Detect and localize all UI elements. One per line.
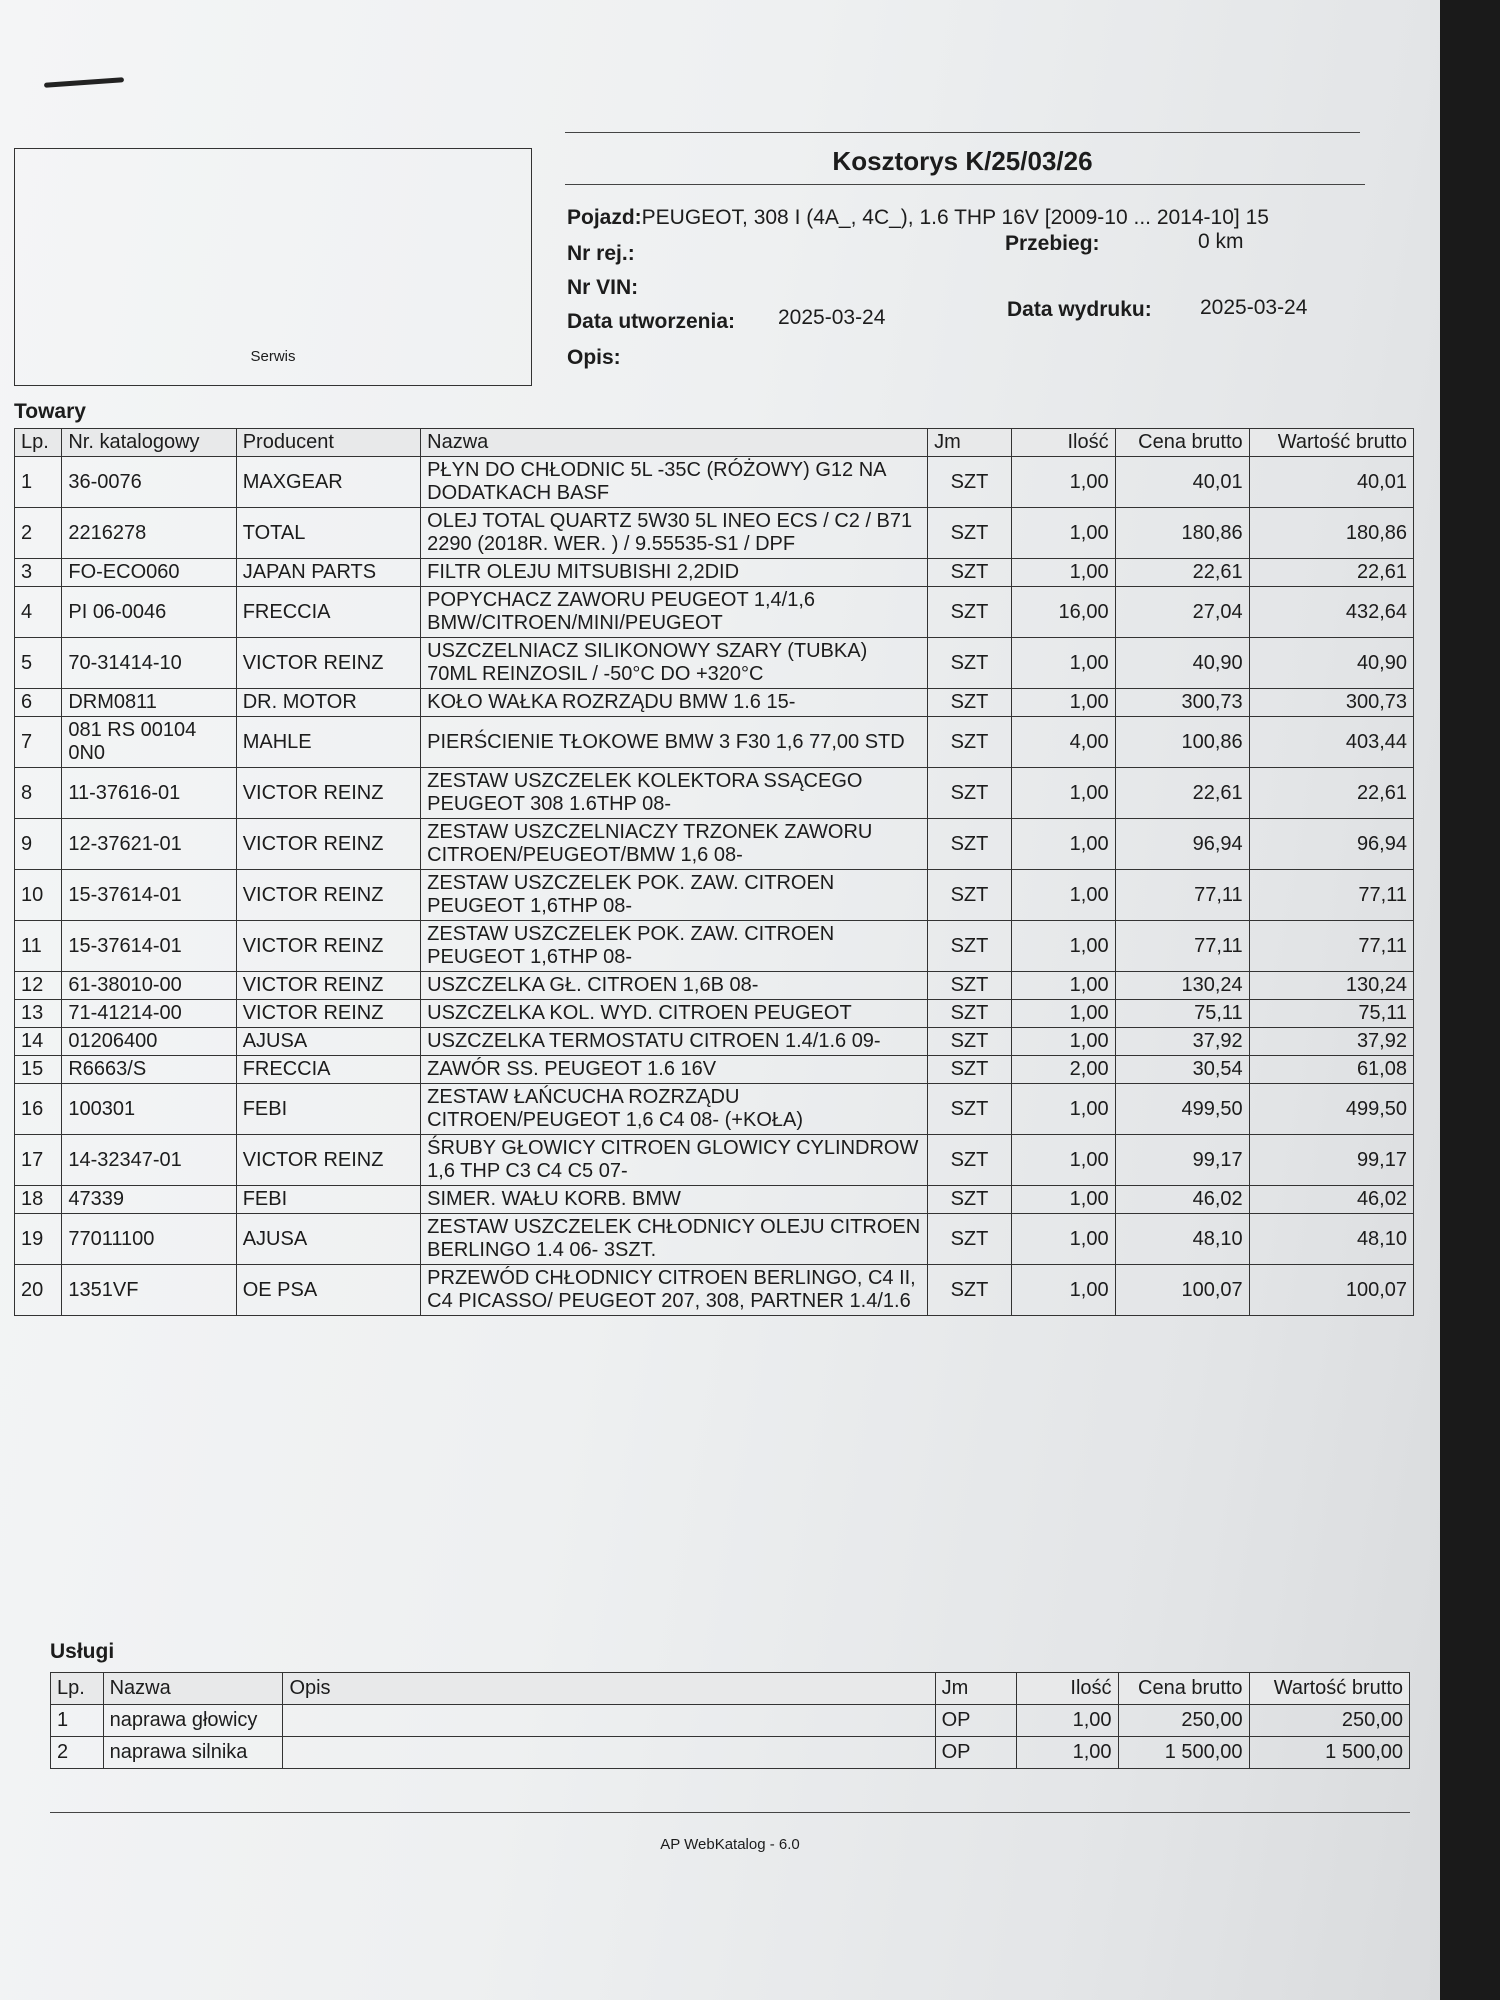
services-header-row — [51, 1673, 1410, 1705]
svc-row-quantity: 1,00 — [1017, 1705, 1118, 1737]
row-unit: SZT — [928, 1214, 1012, 1265]
row-price: 27,04 — [1115, 587, 1249, 638]
row-price: 48,10 — [1115, 1214, 1249, 1265]
svc-row-name: naprawa silnika — [103, 1737, 283, 1769]
row-catalog-number: 77011100 — [62, 1214, 236, 1265]
svc-col-price: Cena brutto — [1118, 1673, 1249, 1705]
row-unit: SZT — [928, 587, 1012, 638]
row-name: PŁYN DO CHŁODNIC 5L -35C (RÓŻOWY) G12 NA DODATKACH BASF — [421, 457, 928, 508]
row-unit: SZT — [928, 870, 1012, 921]
row-name: ZESTAW USZCZELNIACZY TRZONEK ZAWORU CITROEN/PEUGEOT/BMW 1,6 08- — [421, 819, 928, 870]
row-total: 96,94 — [1249, 819, 1413, 870]
row-producer: AJUSA — [236, 1214, 420, 1265]
row-total: 37,92 — [1249, 1028, 1413, 1056]
row-total: 40,90 — [1249, 638, 1413, 689]
goods-row — [15, 1084, 1414, 1135]
col-quantity: Ilość — [1011, 429, 1115, 457]
row-lp: 2 — [15, 508, 62, 559]
goods-row — [15, 1056, 1414, 1084]
row-quantity: 1,00 — [1011, 559, 1115, 587]
row-lp: 17 — [15, 1135, 62, 1186]
row-producer: VICTOR REINZ — [236, 638, 420, 689]
goods-row — [15, 1214, 1414, 1265]
svc-row-unit: OP — [935, 1737, 1017, 1769]
goods-header-row — [15, 429, 1414, 457]
row-producer: VICTOR REINZ — [236, 870, 420, 921]
row-price: 75,11 — [1115, 1000, 1249, 1028]
row-unit: SZT — [928, 689, 1012, 717]
row-lp: 5 — [15, 638, 62, 689]
row-price: 22,61 — [1115, 768, 1249, 819]
row-quantity: 1,00 — [1011, 1214, 1115, 1265]
row-unit: SZT — [928, 1084, 1012, 1135]
row-unit: SZT — [928, 1056, 1012, 1084]
row-producer: FEBI — [236, 1084, 420, 1135]
mileage-value: 0 km — [1198, 230, 1244, 253]
row-quantity: 4,00 — [1011, 717, 1115, 768]
row-producer: MAHLE — [236, 717, 420, 768]
row-name: POPYCHACZ ZAWORU PEUGEOT 1,4/1,6 BMW/CITROEN/MINI/PEUGEOT — [421, 587, 928, 638]
row-name: PIERŚCIENIE TŁOKOWE BMW 3 F30 1,6 77,00 STD — [421, 717, 928, 768]
goods-row — [15, 921, 1414, 972]
svc-row-quantity: 1,00 — [1017, 1737, 1118, 1769]
row-producer: FRECCIA — [236, 587, 420, 638]
print-date-value: 2025-03-24 — [1200, 296, 1308, 319]
row-producer: VICTOR REINZ — [236, 972, 420, 1000]
row-producer: MAXGEAR — [236, 457, 420, 508]
row-name: ZESTAW USZCZELEK CHŁODNICY OLEJU CITROEN BERLINGO 1.4 06- 3SZT. — [421, 1214, 928, 1265]
row-unit: SZT — [928, 972, 1012, 1000]
row-producer: AJUSA — [236, 1028, 420, 1056]
document-title: Kosztorys K/25/03/26 — [832, 146, 1093, 176]
services-section-title: Usługi — [50, 1640, 115, 1663]
svc-row-description — [283, 1705, 935, 1737]
vehicle-value: PEUGEOT, 308 I (4A_, 4C_), 1.6 THP 16V [2009-10 ... 2014-10] 15 — [641, 206, 1269, 229]
service-row — [51, 1737, 1410, 1769]
goods-row — [15, 559, 1414, 587]
goods-row — [15, 1135, 1414, 1186]
row-lp: 8 — [15, 768, 62, 819]
goods-row — [15, 717, 1414, 768]
row-catalog-number: 70-31414-10 — [62, 638, 236, 689]
row-total: 46,02 — [1249, 1186, 1413, 1214]
row-quantity: 1,00 — [1011, 1028, 1115, 1056]
row-producer: TOTAL — [236, 508, 420, 559]
svc-row-unit: OP — [935, 1705, 1017, 1737]
row-price: 96,94 — [1115, 819, 1249, 870]
row-catalog-number: FO-ECO060 — [62, 559, 236, 587]
row-lp: 7 — [15, 717, 62, 768]
footer-text: AP WebKatalog - 6.0 — [660, 1836, 800, 1853]
row-total: 22,61 — [1249, 559, 1413, 587]
row-quantity: 1,00 — [1011, 921, 1115, 972]
row-price: 300,73 — [1115, 689, 1249, 717]
row-producer: VICTOR REINZ — [236, 921, 420, 972]
row-producer: OE PSA — [236, 1265, 420, 1316]
svc-row-name: naprawa głowicy — [103, 1705, 283, 1737]
row-unit: SZT — [928, 559, 1012, 587]
row-unit: SZT — [928, 1186, 1012, 1214]
goods-row — [15, 457, 1414, 508]
row-total: 77,11 — [1249, 921, 1413, 972]
row-catalog-number: 11-37616-01 — [62, 768, 236, 819]
row-catalog-number: 14-32347-01 — [62, 1135, 236, 1186]
row-unit: SZT — [928, 717, 1012, 768]
row-catalog-number: 15-37614-01 — [62, 921, 236, 972]
row-quantity: 1,00 — [1011, 1000, 1115, 1028]
row-producer: JAPAN PARTS — [236, 559, 420, 587]
svc-row-total: 1 500,00 — [1249, 1737, 1409, 1769]
created-date-label: Data utworzenia: — [567, 310, 736, 333]
row-total: 22,61 — [1249, 768, 1413, 819]
row-name: ZESTAW USZCZELEK POK. ZAW. CITROEN PEUGEOT 1,6THP 08- — [421, 870, 928, 921]
row-unit: SZT — [928, 1000, 1012, 1028]
row-quantity: 1,00 — [1011, 870, 1115, 921]
row-total: 48,10 — [1249, 1214, 1413, 1265]
row-name: ZESTAW USZCZELEK POK. ZAW. CITROEN PEUGEOT 1,6THP 08- — [421, 921, 928, 972]
svc-col-name: Nazwa — [103, 1673, 283, 1705]
registration-label: Nr rej.: — [567, 242, 635, 265]
print-date-label: Data wydruku: — [1007, 298, 1152, 321]
goods-row — [15, 587, 1414, 638]
goods-row — [15, 819, 1414, 870]
row-lp: 4 — [15, 587, 62, 638]
vehicle-line — [567, 206, 1269, 230]
row-catalog-number: 081 RS 00104 0N0 — [62, 717, 236, 768]
row-quantity: 1,00 — [1011, 1084, 1115, 1135]
row-quantity: 2,00 — [1011, 1056, 1115, 1084]
row-lp: 16 — [15, 1084, 62, 1135]
row-lp: 13 — [15, 1000, 62, 1028]
row-catalog-number: R6663/S — [62, 1056, 236, 1084]
row-catalog-number: 2216278 — [62, 508, 236, 559]
row-lp: 6 — [15, 689, 62, 717]
svc-col-lp: Lp. — [51, 1673, 104, 1705]
row-name: KOŁO WAŁKA ROZRZĄDU BMW 1.6 15- — [421, 689, 928, 717]
row-price: 40,90 — [1115, 638, 1249, 689]
row-name: SIMER. WAŁU KORB. BMW — [421, 1186, 928, 1214]
row-price: 100,07 — [1115, 1265, 1249, 1316]
goods-row — [15, 768, 1414, 819]
row-unit: SZT — [928, 638, 1012, 689]
row-total: 300,73 — [1249, 689, 1413, 717]
row-unit: SZT — [928, 508, 1012, 559]
service-row — [51, 1705, 1410, 1737]
row-name: ZESTAW ŁAŃCUCHA ROZRZĄDU CITROEN/PEUGEOT 1,6 C4 08- (+KOŁA) — [421, 1084, 928, 1135]
row-producer: FEBI — [236, 1186, 420, 1214]
goods-row — [15, 1265, 1414, 1316]
row-price: 130,24 — [1115, 972, 1249, 1000]
row-total: 130,24 — [1249, 972, 1413, 1000]
row-total: 75,11 — [1249, 1000, 1413, 1028]
svc-row-lp: 2 — [51, 1737, 104, 1769]
vin-label: Nr VIN: — [567, 276, 639, 299]
row-name: USZCZELKA GŁ. CITROEN 1,6B 08- — [421, 972, 928, 1000]
row-producer: VICTOR REINZ — [236, 768, 420, 819]
row-catalog-number: 12-37621-01 — [62, 819, 236, 870]
row-quantity: 1,00 — [1011, 972, 1115, 1000]
goods-section-title: Towary — [14, 400, 86, 423]
goods-row — [15, 1028, 1414, 1056]
row-catalog-number: DRM0811 — [62, 689, 236, 717]
row-quantity: 1,00 — [1011, 1265, 1115, 1316]
row-unit: SZT — [928, 819, 1012, 870]
row-name: OLEJ TOTAL QUARTZ 5W30 5L INEO ECS / C2 / B71 2290 (2018R. WER. ) / 9.55535-S1 / DPF — [421, 508, 928, 559]
title-top-rule — [565, 132, 1360, 133]
row-unit: SZT — [928, 457, 1012, 508]
title-bottom-rule — [565, 184, 1365, 185]
row-price: 22,61 — [1115, 559, 1249, 587]
svc-col-total: Wartość brutto — [1249, 1673, 1409, 1705]
svc-row-description — [283, 1737, 935, 1769]
vehicle-label: Pojazd: — [567, 206, 642, 229]
row-total: 499,50 — [1249, 1084, 1413, 1135]
row-lp: 18 — [15, 1186, 62, 1214]
row-catalog-number: 01206400 — [62, 1028, 236, 1056]
row-catalog-number: 100301 — [62, 1084, 236, 1135]
svc-row-lp: 1 — [51, 1705, 104, 1737]
row-unit: SZT — [928, 1028, 1012, 1056]
row-quantity: 1,00 — [1011, 1186, 1115, 1214]
row-price: 40,01 — [1115, 457, 1249, 508]
row-name: PRZEWÓD CHŁODNICY CITROEN BERLINGO, C4 II, C4 PICASSO/ PEUGEOT 207, 308, PARTNER 1.4/1.6 — [421, 1265, 928, 1316]
row-price: 180,86 — [1115, 508, 1249, 559]
row-lp: 15 — [15, 1056, 62, 1084]
goods-row — [15, 972, 1414, 1000]
row-price: 30,54 — [1115, 1056, 1249, 1084]
col-producer: Producent — [236, 429, 420, 457]
row-total: 40,01 — [1249, 457, 1413, 508]
row-price: 499,50 — [1115, 1084, 1249, 1135]
row-name: FILTR OLEJU MITSUBISHI 2,2DID — [421, 559, 928, 587]
services-table — [50, 1672, 1410, 1769]
row-quantity: 1,00 — [1011, 768, 1115, 819]
row-catalog-number: 36-0076 — [62, 457, 236, 508]
col-total: Wartość brutto — [1249, 429, 1413, 457]
row-total: 61,08 — [1249, 1056, 1413, 1084]
row-quantity: 1,00 — [1011, 457, 1115, 508]
description-label: Opis: — [567, 346, 621, 369]
goods-row — [15, 870, 1414, 921]
goods-row — [15, 1186, 1414, 1214]
row-lp: 12 — [15, 972, 62, 1000]
svc-row-price: 250,00 — [1118, 1705, 1249, 1737]
goods-row — [15, 508, 1414, 559]
row-lp: 19 — [15, 1214, 62, 1265]
pen-mark — [44, 77, 124, 88]
row-quantity: 1,00 — [1011, 819, 1115, 870]
col-lp: Lp. — [15, 429, 62, 457]
row-unit: SZT — [928, 768, 1012, 819]
row-lp: 1 — [15, 457, 62, 508]
svc-row-total: 250,00 — [1249, 1705, 1409, 1737]
row-name: ŚRUBY GŁOWICY CITROEN GLOWICY CYLINDROW 1,6 THP C3 C4 C5 07- — [421, 1135, 928, 1186]
row-total: 180,86 — [1249, 508, 1413, 559]
col-unit: Jm — [928, 429, 1012, 457]
row-catalog-number: PI 06-0046 — [62, 587, 236, 638]
row-catalog-number: 61-38010-00 — [62, 972, 236, 1000]
row-producer: DR. MOTOR — [236, 689, 420, 717]
service-stamp-box — [14, 148, 532, 386]
row-lp: 9 — [15, 819, 62, 870]
svc-col-quantity: Ilość — [1017, 1673, 1118, 1705]
col-name: Nazwa — [421, 429, 928, 457]
row-total: 99,17 — [1249, 1135, 1413, 1186]
row-price: 77,11 — [1115, 870, 1249, 921]
row-price: 37,92 — [1115, 1028, 1249, 1056]
row-lp: 3 — [15, 559, 62, 587]
row-name: USZCZELKA TERMOSTATU CITROEN 1.4/1.6 09- — [421, 1028, 928, 1056]
goods-row — [15, 638, 1414, 689]
row-catalog-number: 71-41214-00 — [62, 1000, 236, 1028]
goods-row — [15, 1000, 1414, 1028]
row-lp: 20 — [15, 1265, 62, 1316]
row-price: 46,02 — [1115, 1186, 1249, 1214]
row-unit: SZT — [928, 1265, 1012, 1316]
row-quantity: 1,00 — [1011, 638, 1115, 689]
row-total: 432,64 — [1249, 587, 1413, 638]
row-quantity: 16,00 — [1011, 587, 1115, 638]
row-producer: FRECCIA — [236, 1056, 420, 1084]
row-lp: 10 — [15, 870, 62, 921]
row-total: 403,44 — [1249, 717, 1413, 768]
footer-rule — [50, 1812, 1410, 1813]
col-price: Cena brutto — [1115, 429, 1249, 457]
row-name: ZAWÓR SS. PEUGEOT 1.6 16V — [421, 1056, 928, 1084]
row-catalog-number: 47339 — [62, 1186, 236, 1214]
row-name: USZCZELKA KOL. WYD. CITROEN PEUGEOT — [421, 1000, 928, 1028]
row-catalog-number: 15-37614-01 — [62, 870, 236, 921]
row-price: 100,86 — [1115, 717, 1249, 768]
row-name: USZCZELNIACZ SILIKONOWY SZARY (TUBKA) 70ML REINZOSIL / -50°C DO +320°C — [421, 638, 928, 689]
row-quantity: 1,00 — [1011, 508, 1115, 559]
row-quantity: 1,00 — [1011, 689, 1115, 717]
mileage-label: Przebieg: — [1005, 232, 1100, 255]
row-producer: VICTOR REINZ — [236, 1135, 420, 1186]
svc-row-price: 1 500,00 — [1118, 1737, 1249, 1769]
row-producer: VICTOR REINZ — [236, 819, 420, 870]
col-catalog-number: Nr. katalogowy — [62, 429, 236, 457]
row-unit: SZT — [928, 1135, 1012, 1186]
row-total: 77,11 — [1249, 870, 1413, 921]
row-producer: VICTOR REINZ — [236, 1000, 420, 1028]
goods-rows — [15, 457, 1414, 1316]
created-date-value: 2025-03-24 — [778, 306, 886, 329]
svc-col-unit: Jm — [935, 1673, 1017, 1705]
row-quantity: 1,00 — [1011, 1135, 1115, 1186]
row-name: ZESTAW USZCZELEK KOLEKTORA SSĄCEGO PEUGEOT 308 1.6THP 08- — [421, 768, 928, 819]
row-catalog-number: 1351VF — [62, 1265, 236, 1316]
service-label: Serwis — [250, 348, 296, 365]
row-total: 100,07 — [1249, 1265, 1413, 1316]
row-price: 99,17 — [1115, 1135, 1249, 1186]
svc-col-description: Opis — [283, 1673, 935, 1705]
goods-row — [15, 689, 1414, 717]
row-lp: 11 — [15, 921, 62, 972]
row-price: 77,11 — [1115, 921, 1249, 972]
row-lp: 14 — [15, 1028, 62, 1056]
goods-table — [14, 428, 1414, 1316]
row-unit: SZT — [928, 921, 1012, 972]
services-rows — [51, 1705, 1410, 1769]
